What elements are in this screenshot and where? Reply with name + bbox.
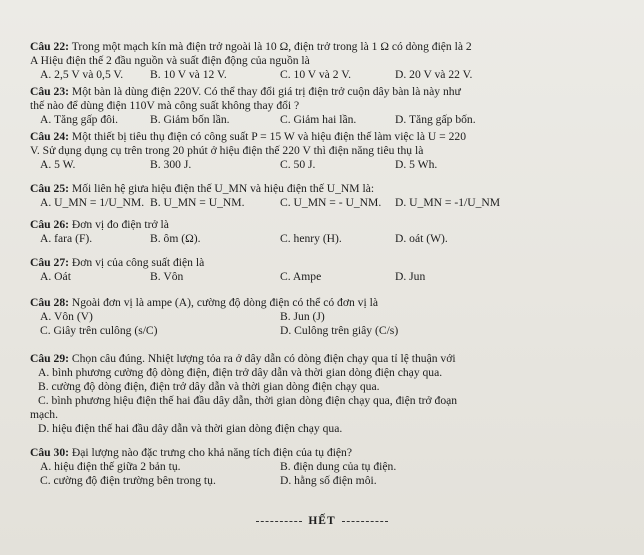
options-row	[30, 460, 620, 474]
option-a[interactable]: A. U_MN = 1/U_NM.	[40, 196, 145, 209]
question-label: Câu 30:	[30, 446, 69, 459]
options-row	[30, 68, 620, 82]
option-d[interactable]: D. 5 Wh.	[395, 158, 438, 171]
option-d[interactable]: D. U_MN = -1/U_NM	[395, 196, 501, 209]
question-23	[30, 85, 620, 127]
question-30	[30, 446, 620, 488]
question-text: V. Sử dụng dụng cụ trên trong 20 phút ở hiệu điện thế 220 V thì điện năng tiêu thụ là	[30, 144, 424, 157]
option-a[interactable]: A. 5 W.	[40, 158, 76, 171]
option-a[interactable]: A. fara (F).	[40, 232, 93, 245]
divider	[256, 521, 302, 522]
question-24	[30, 130, 620, 172]
option-a[interactable]: A. Tăng gấp đôi.	[40, 113, 119, 126]
question-27	[30, 256, 620, 284]
option-b[interactable]: B. 10 V và 12 V.	[150, 68, 227, 81]
option-c[interactable]: C. henry (H).	[280, 232, 342, 245]
options-row	[30, 474, 620, 488]
question-label: Câu 22:	[30, 40, 69, 53]
question-29	[30, 352, 620, 436]
option-c[interactable]: C. 50 J.	[280, 158, 316, 171]
question-stem	[30, 352, 620, 366]
option-c[interactable]: C. Giảm hai lần.	[280, 113, 357, 126]
option-b[interactable]: B. U_MN = U_NM.	[150, 196, 245, 209]
question-stem	[30, 182, 620, 196]
option-d[interactable]: D. Culông trên giây (C/s)	[280, 324, 399, 337]
option-b[interactable]: B. Giảm bốn lần.	[150, 113, 230, 126]
option-c[interactable]: C. U_MN = - U_NM.	[280, 196, 382, 209]
question-25	[30, 182, 620, 210]
option-c[interactable]: C. Ampe	[280, 270, 322, 283]
option-b[interactable]: B. 300 J.	[150, 158, 192, 171]
option-c[interactable]: C. bình phương hiệu điện thế hai đầu dây dẫn, thời gian dòng điện chạy qua, điện trở đoạn	[38, 394, 458, 407]
question-28	[30, 296, 620, 338]
question-label: Câu 25:	[30, 182, 69, 195]
question-label: Câu 26:	[30, 218, 69, 231]
question-text: Mối liên hệ giưa hiệu điện thế U_MN và hiệu điện thế U_NM là:	[71, 182, 375, 195]
question-text: Đại lượng nào đặc trưng cho khả năng tích điện của tụ điện?	[71, 446, 353, 459]
options-row	[30, 158, 620, 172]
option-b[interactable]: B. ôm (Ω).	[150, 232, 201, 245]
question-stem	[30, 130, 620, 144]
question-text: Một thiết bị tiêu thụ điện có công suất P = 15 W và hiệu điện thế làm việc là U = 220	[71, 130, 466, 143]
option-a[interactable]: A. Vôn (V)	[40, 310, 93, 323]
option-a[interactable]: A. Oát	[40, 270, 71, 283]
option-b[interactable]: B. điện dung của tụ điện.	[280, 460, 397, 473]
question-text: Trong một mạch kín mà điện trở ngoài là 10 Ω, điện trở trong là 1 Ω có dòng điện là 2	[71, 40, 472, 53]
question-text: Đơn vị của công suất điện là	[71, 256, 205, 269]
option-c-continued: mạch.	[30, 408, 59, 421]
option-b[interactable]: B. Vôn	[150, 270, 184, 283]
option-c[interactable]: C. cường độ điện trường bên trong tụ.	[40, 474, 216, 487]
option-a[interactable]: A. bình phương cường độ dòng điện, điện trở dây dẫn và thời gian dòng điện chạy qua.	[38, 366, 443, 379]
question-stem	[30, 85, 620, 99]
question-22	[30, 40, 620, 82]
option-d[interactable]: D. hằng số điện môi.	[280, 474, 377, 487]
option-d[interactable]: D. oát (W).	[395, 232, 448, 245]
question-label: Câu 24:	[30, 130, 69, 143]
question-text: Một bàn là dùng điện 220V. Có thể thay đổi giá trị điện trở cuộn dây bàn là này như	[71, 85, 461, 98]
question-text: Đơn vị đo điện trở là	[71, 218, 169, 231]
question-label: Câu 29:	[30, 352, 69, 365]
option-b[interactable]: B. Jun (J)	[280, 310, 325, 323]
divider	[342, 521, 388, 522]
question-stem	[30, 296, 620, 310]
question-text: Ngoài đơn vị là ampe (A), cường độ dòng điện có thể có đơn vị là	[71, 296, 378, 309]
options-row	[30, 113, 620, 127]
option-d[interactable]: D. hiệu điện thế hai đầu dây dẫn và thời gian dòng điện chạy qua.	[38, 422, 343, 435]
question-text: Chọn câu đúng. Nhiệt lượng tỏa ra ở dây dẫn có dòng điện chạy qua tỉ lệ thuận với	[71, 352, 456, 365]
question-stem	[30, 446, 620, 460]
question-text: thế nào để dùng điện 110V mà công suất không thay đổi ?	[30, 99, 300, 112]
end-marker	[0, 515, 644, 527]
question-label: Câu 27:	[30, 256, 69, 269]
question-label: Câu 28:	[30, 296, 69, 309]
option-d[interactable]: D. Jun	[395, 270, 426, 283]
question-stem	[30, 256, 620, 270]
end-text: HẾT	[308, 515, 336, 527]
options-row	[30, 270, 620, 284]
options-row	[30, 324, 620, 338]
question-label: Câu 23:	[30, 85, 69, 98]
option-c[interactable]: C. 10 V và 2 V.	[280, 68, 351, 81]
option-a[interactable]: A. 2,5 V và 0,5 V.	[40, 68, 124, 81]
option-a[interactable]: A. hiệu điện thế giữa 2 bản tụ.	[40, 460, 181, 473]
option-d[interactable]: D. Tăng gấp bốn.	[395, 113, 476, 126]
option-b[interactable]: B. cường độ dòng điện, điện trở dây dẫn và thời gian dòng điện chạy qua.	[38, 380, 380, 393]
question-stem	[30, 218, 620, 232]
options-row	[30, 232, 620, 246]
options-row	[30, 196, 620, 210]
option-d[interactable]: D. 20 V và 22 V.	[395, 68, 473, 81]
question-stem	[30, 40, 620, 54]
option-c[interactable]: C. Giây trên culông (s/C)	[40, 324, 158, 337]
question-26	[30, 218, 620, 246]
options-row	[30, 310, 620, 324]
question-text: A Hiệu điện thế 2 đầu nguồn và suất điện động của nguồn là	[30, 54, 310, 67]
